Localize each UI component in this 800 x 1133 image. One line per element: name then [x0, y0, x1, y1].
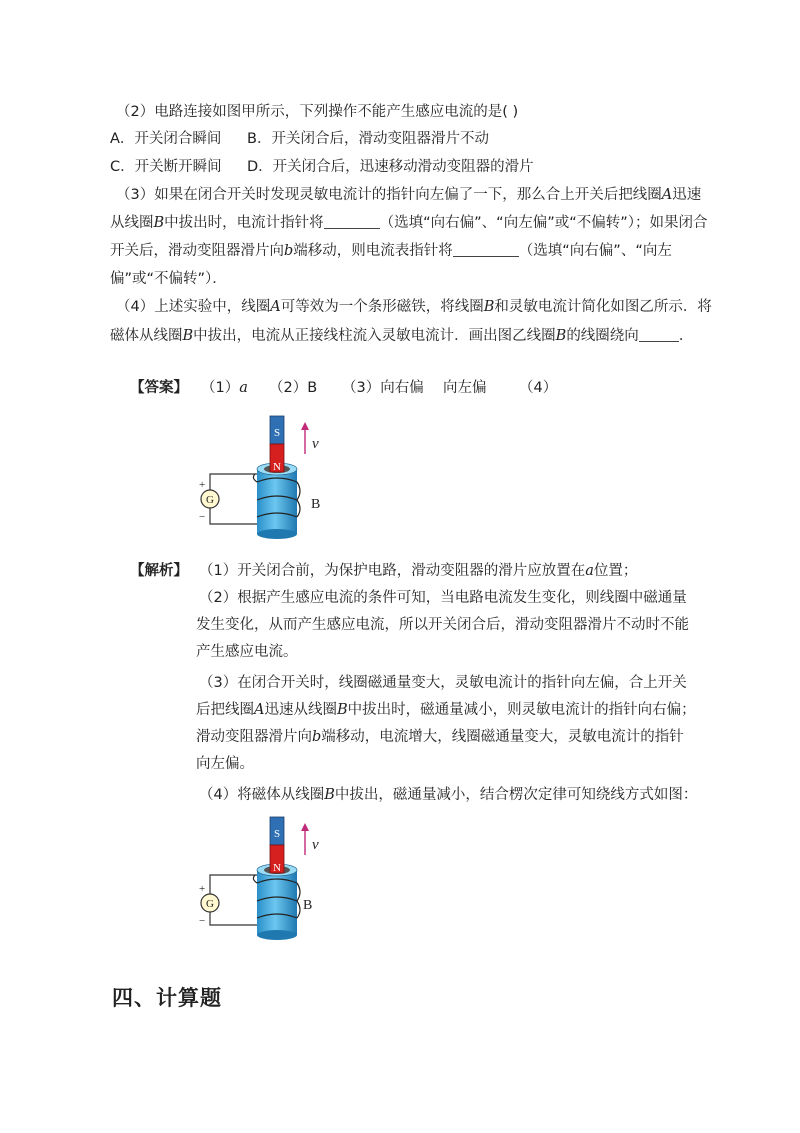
answer-2: （2）B	[269, 380, 318, 396]
magnet-n-label: N	[273, 862, 281, 874]
analysis-3-line-3: 滑动变阻器滑片向b端移动，电流增大，线圈磁通量变大，灵敏电流计的指针	[196, 729, 684, 745]
coil-cylinder	[257, 870, 297, 935]
answer-blank	[324, 214, 380, 229]
answer-blank	[453, 242, 519, 257]
answer-3: （3）向右偏	[342, 380, 424, 396]
plus-terminal: +	[199, 883, 206, 895]
coil-magnet-figure-2	[195, 813, 335, 943]
analysis-2-line-1: （2）根据产生感应电流的条件可知，当电路电流发生变化，则线圈中磁通量	[199, 590, 687, 606]
answer-3b: 向左偏	[443, 380, 487, 396]
option-b: B．开关闭合后，滑动变阻器滑片不动	[247, 131, 489, 147]
magnet-s-label: S	[273, 427, 281, 439]
option-c: C．开关断开瞬间	[110, 159, 222, 175]
analysis-3-line-1: （3）在闭合开关时，线圈磁通量变大，灵敏电流计的指针向左偏，合上开关	[199, 675, 687, 691]
answer-label: 【答案】	[130, 380, 188, 396]
answer-1: （1）a	[201, 380, 248, 396]
coil-label: B	[303, 898, 313, 913]
question-4-line-2: 磁体从线圈B中拔出，电流从正接线柱流入灵敏电流计．画出图乙线圈B的线圈绕向 ．	[110, 328, 694, 344]
question-4-line-1: （4）上述实验中，线圈A可等效为一个条形磁铁，将线圈B和灵敏电流计简化如图乙所示．将	[116, 299, 712, 315]
answer-blank	[639, 327, 679, 342]
question-2-stem: （2）电路连接如图甲所示，下列操作不能产生感应电流的是( )	[116, 104, 519, 120]
velocity-label: v	[312, 837, 319, 853]
coil-cylinder	[257, 469, 297, 534]
option-a: A．开关闭合瞬间	[110, 131, 222, 147]
analysis-2-line-3: 产生感应电流。	[196, 644, 298, 660]
minus-terminal: −	[199, 915, 206, 927]
minus-terminal: −	[199, 511, 206, 523]
coil-magnet-figure-1	[195, 412, 335, 542]
magnet-s-label: S	[273, 828, 281, 840]
answer-4: （4）	[519, 380, 558, 396]
svg-text:G: G	[206, 494, 214, 506]
question-3-line-1: （3）如果在闭合开关时发现灵敏电流计的指针向左偏了一下，那么合上开关后把线圈A迅速	[116, 187, 702, 203]
analysis-2-line-2: 发生变化，从而产生感应电流，所以开关闭合后，滑动变阻器滑片不动时不能	[196, 617, 689, 633]
section-heading: 四、计算题	[112, 986, 222, 1010]
analysis-4: （4）将磁体从线圈B中拔出，磁通量减小，结合楞次定律可知绕线方式如图：	[199, 787, 698, 803]
question-3-line-2: 从线圈B中拔出时，电流计指针将 （选填“向右偏”、“向左偏”或“不偏转”）；如果闭合	[110, 215, 708, 231]
analysis-label: 【解析】	[130, 563, 188, 579]
coil-label: B	[311, 497, 321, 512]
magnet-n-label: N	[273, 461, 281, 473]
question-3-line-3: 开关后，滑动变阻器滑片向b端移动，则电流表指针将 （选填“向右偏”、“向左	[110, 243, 672, 259]
plus-terminal: +	[199, 479, 206, 491]
analysis-3-line-2: 后把线圈A迅速从线圈B中拔出时，磁通量减小，则灵敏电流计的指针向右偏；	[196, 702, 696, 718]
svg-text:G: G	[206, 898, 214, 910]
analysis-3-line-4: 向左偏。	[196, 756, 254, 772]
analysis-1: （1）开关闭合前，为保护电路，滑动变阻器的滑片应放置在a位置；	[199, 563, 638, 579]
question-3-line-4: 偏”或“不偏转”）．	[110, 271, 227, 287]
option-d: D．开关闭合后，迅速移动滑动变阻器的滑片	[247, 159, 534, 175]
velocity-label: v	[312, 436, 319, 452]
